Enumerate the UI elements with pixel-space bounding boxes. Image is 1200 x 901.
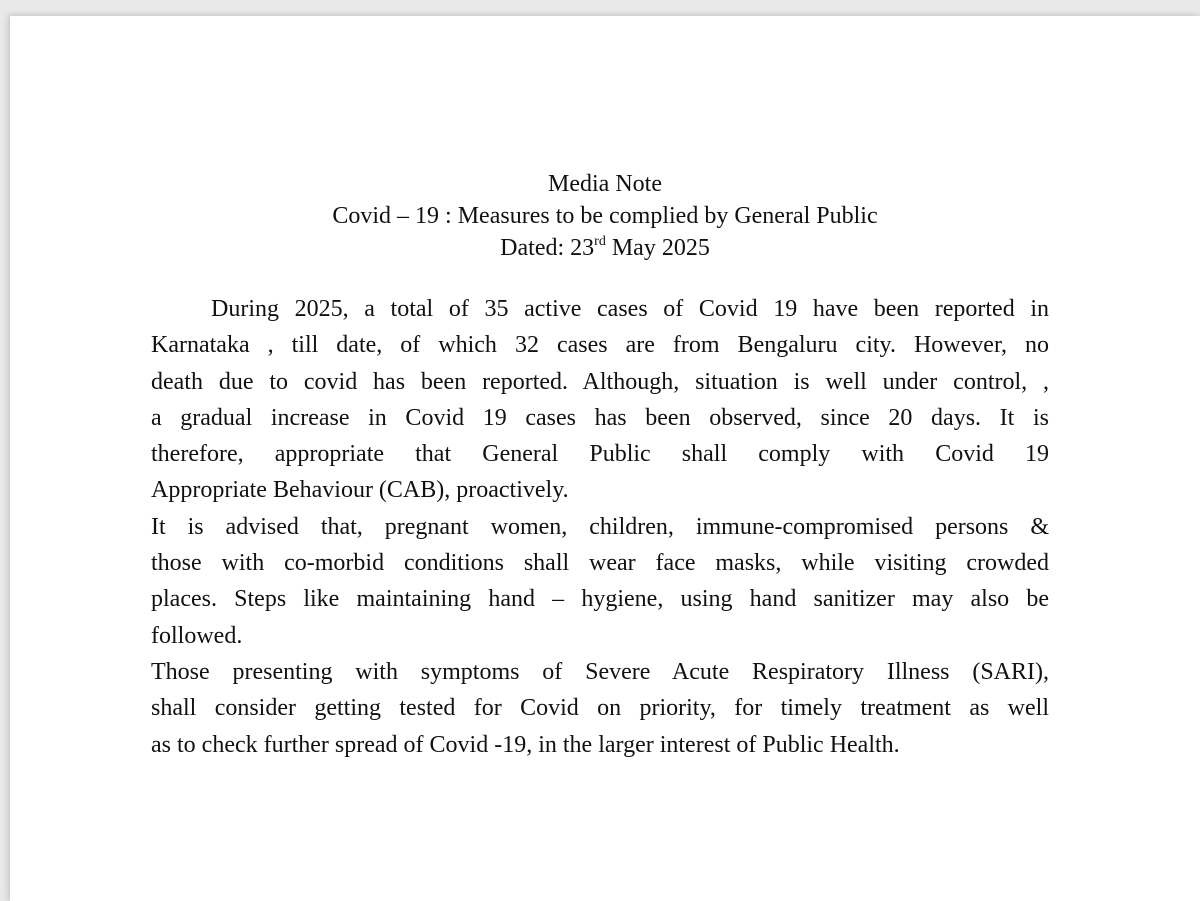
date-prefix: Dated: 23 (500, 235, 595, 261)
paragraph-3 (151, 654, 1049, 763)
paragraph-line: places. Steps like maintaining hand – hygiene, using hand sanitizer may also be (151, 586, 1049, 613)
note-title: Media Note (548, 171, 662, 197)
paragraph-line: therefore, appropriate that General Public shall comply with Covid 19 (151, 441, 1049, 468)
paragraph-2 (151, 509, 1049, 654)
paragraph-line: as to check further spread of Covid -19, in the larger interest of Public Health. (151, 731, 900, 758)
date-ordinal: rd (594, 234, 606, 249)
paragraph-line: followed. (151, 622, 243, 649)
paragraph-line: Karnataka , till date, of which 32 cases are from Bengaluru city. However, no (151, 332, 1049, 359)
paragraph-line: Those presenting with symptoms of Severe Acute Respiratory Illness (SARI), (151, 658, 1049, 685)
paragraph-1 (151, 291, 1049, 509)
note-subject: Covid – 19 : Measures to be complied by General Public (332, 203, 878, 229)
paragraph-line: It is advised that, pregnant women, children, immune-compromised persons & (151, 513, 1049, 540)
paragraph-line: Appropriate Behaviour (CAB), proactively. (151, 477, 569, 504)
paragraph-line: those with co-morbid conditions shall wear face masks, while visiting crowded (151, 550, 1049, 577)
paragraph-line: a gradual increase in Covid 19 cases has been observed, since 20 days. It is (151, 404, 1049, 431)
paragraph-line: During 2025, a total of 35 active cases of Covid 19 have been reported in (211, 296, 1049, 322)
paragraph-line: shall consider getting tested for Covid on priority, for timely treatment as well (151, 695, 1049, 722)
document-page (10, 16, 1200, 901)
paragraph-line: death due to covid has been reported. Although, situation is well under control, , (151, 368, 1049, 395)
note-body (151, 291, 1049, 763)
date-suffix: May 2025 (605, 235, 710, 261)
media-note-heading (10, 168, 1200, 264)
note-date (10, 232, 1200, 264)
